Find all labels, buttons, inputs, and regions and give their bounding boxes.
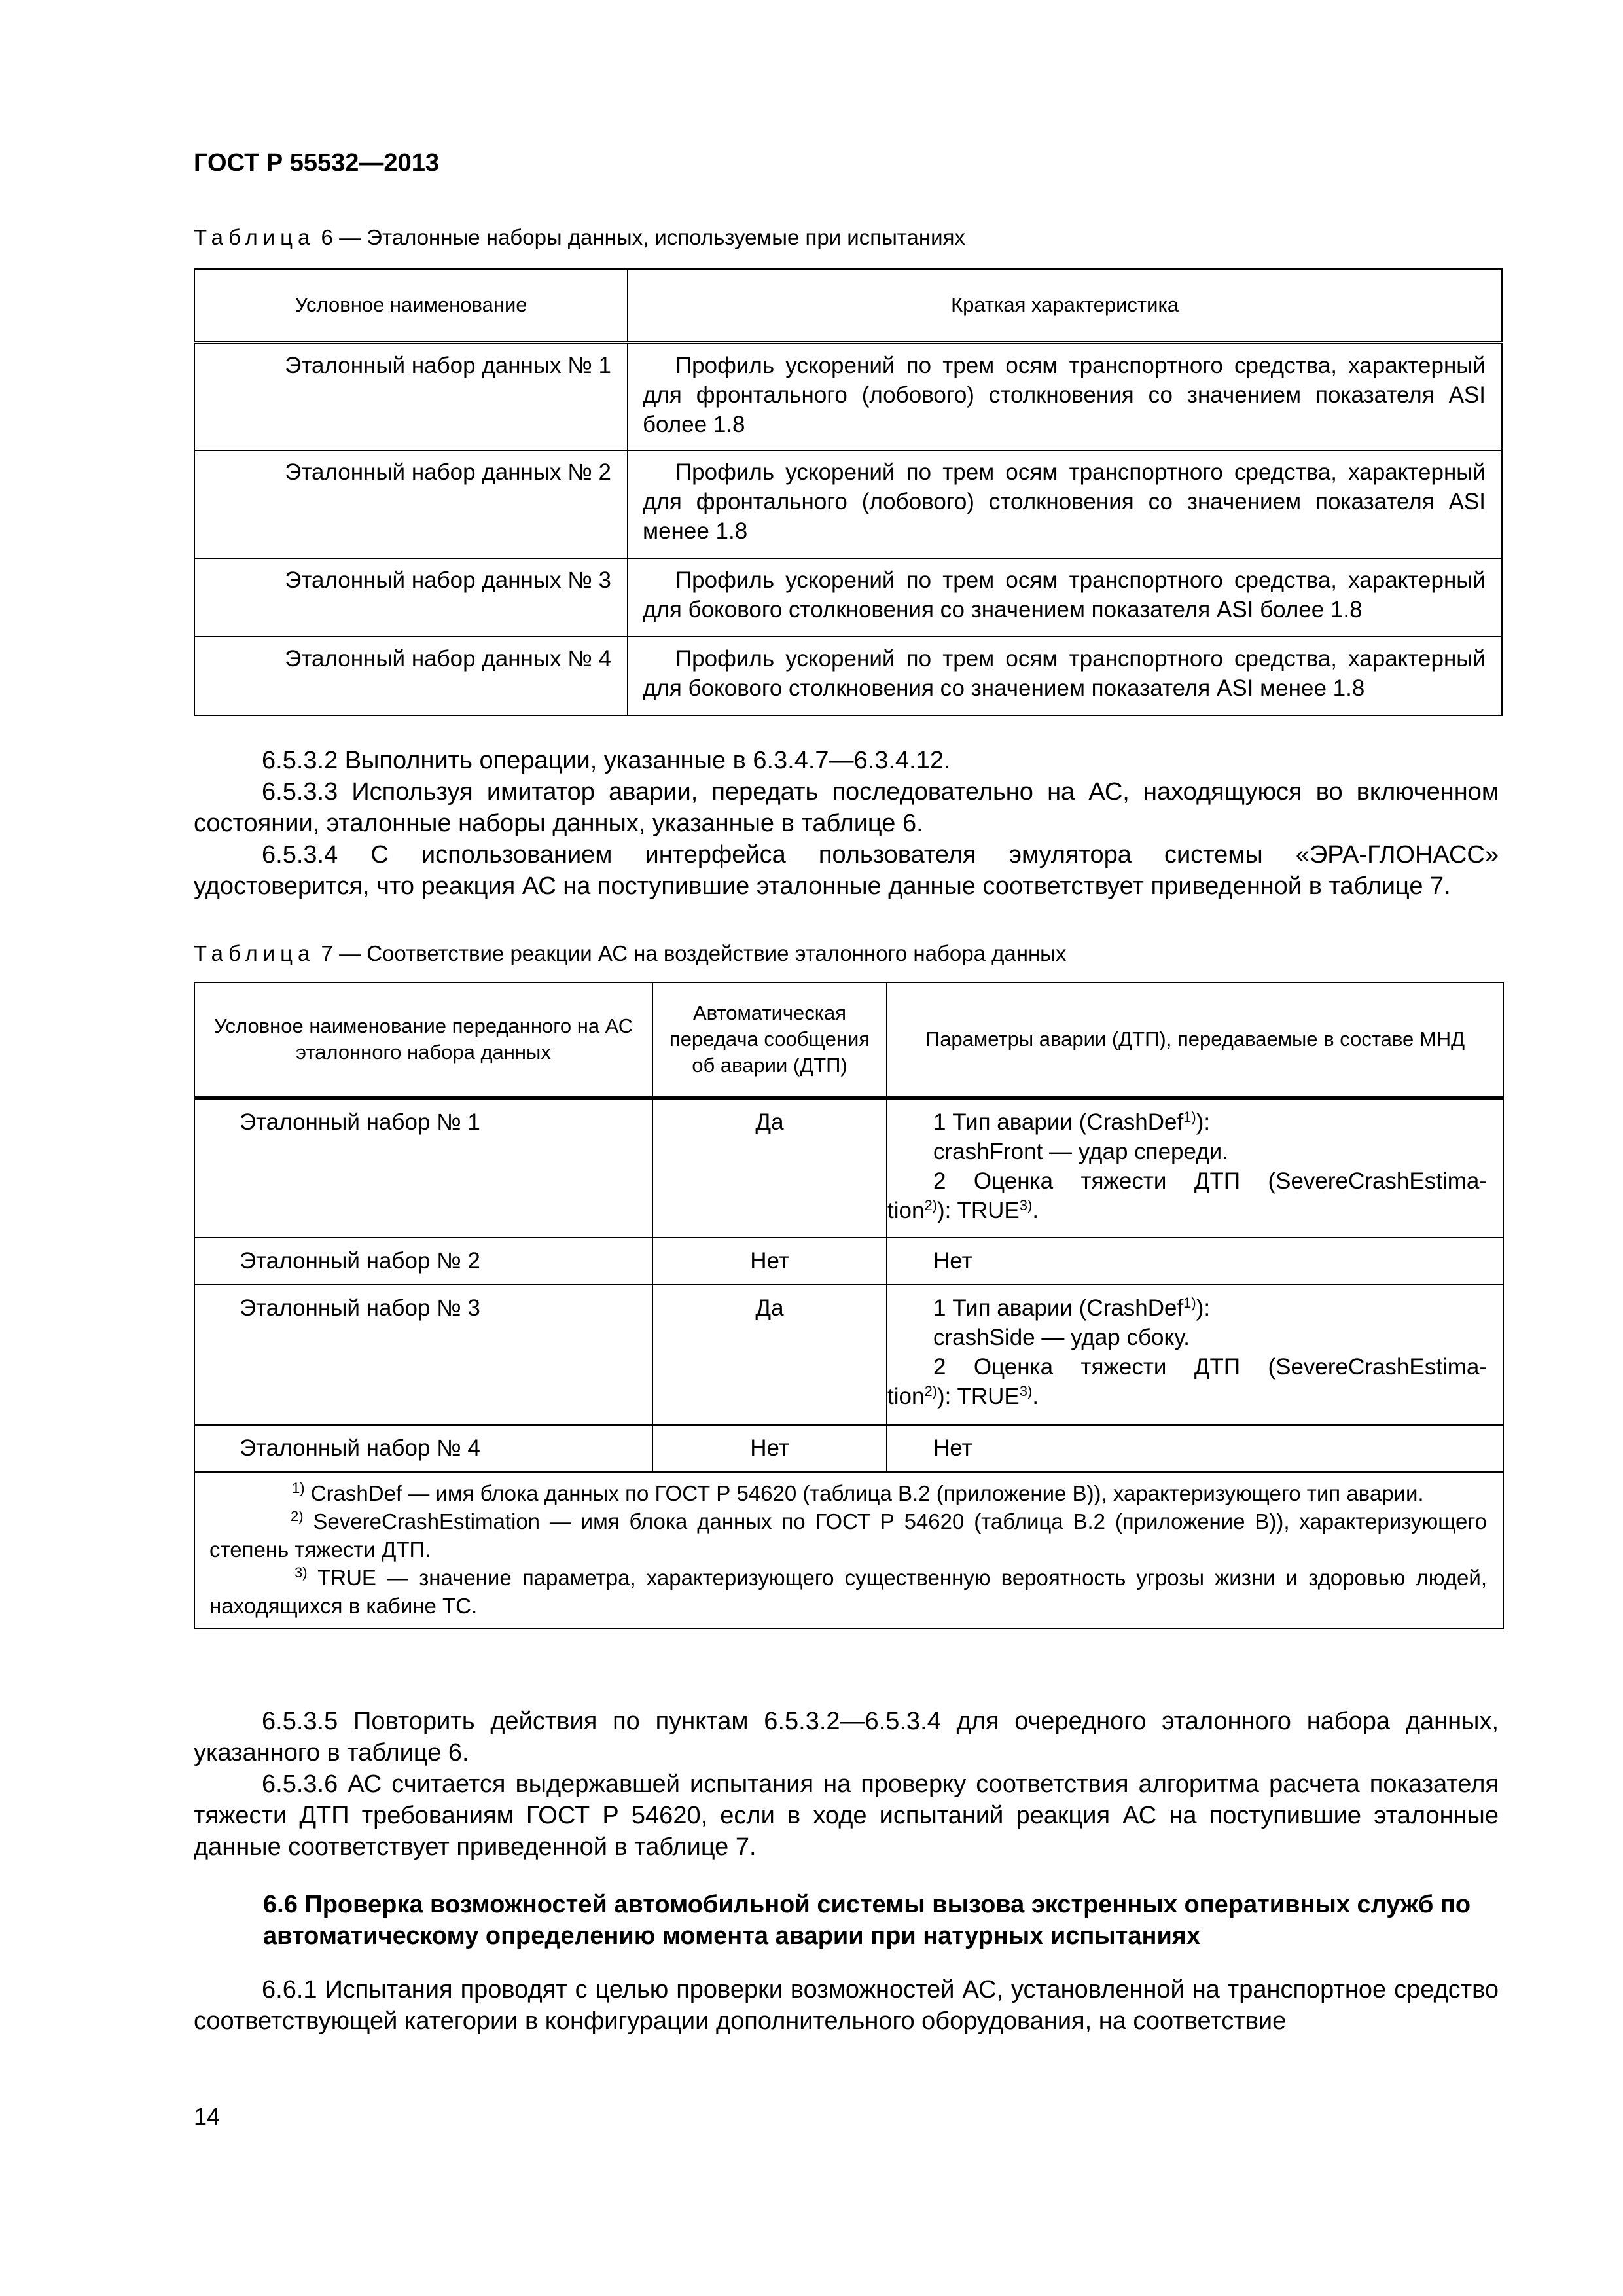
table7 bbox=[194, 982, 1504, 1629]
table6-caption-label: Таблица bbox=[194, 225, 315, 249]
table7-row-params: 1 Тип аварии (CrashDef$^{1)}$): crashSide — удар сбоку. 2 Оценка тяжести ДТП (SevereCrashEstima- tion$^{2)}$): TRUE$^{3)}$. bbox=[887, 1285, 1503, 1425]
table7-row-name: Эталонный набор № 1 bbox=[194, 1098, 652, 1238]
table7-row-auto: Да bbox=[652, 1098, 887, 1238]
table6-row-name: Эталонный набор данных № 2 bbox=[194, 450, 628, 558]
table6-row-name: Эталонный набор данных № 4 bbox=[194, 637, 628, 715]
table6-row-desc: Профиль ускорений по трем осям транспортного средства, характерный для фронтального (лобового) столкновения со значением показателя ASI более 1.8 bbox=[628, 342, 1502, 450]
table7-caption-text: 7 — Соответствие реакции АС на воздействие эталонного набора данных bbox=[315, 941, 1067, 965]
table6 bbox=[194, 268, 1503, 716]
table6-header-desc: Краткая характеристика bbox=[628, 269, 1502, 342]
table7-row-name: Эталонный набор № 2 bbox=[194, 1238, 652, 1285]
table7-row bbox=[194, 1098, 1503, 1238]
table7-row-auto: Нет bbox=[652, 1425, 887, 1472]
table7-header-auto: Автоматическая передача сообщения об аварии (ДТП) bbox=[652, 982, 887, 1098]
table6-row-desc: Профиль ускорений по трем осям транспортного средства, характерный для бокового столкновения со значением показателя ASI менее 1.8 bbox=[628, 637, 1502, 715]
table7-row-params: Нет bbox=[887, 1238, 1503, 1285]
table6-header-name: Условное наименование bbox=[194, 269, 628, 342]
paragraph-6-5-3-3: 6.5.3.3 Используя имитатор аварии, передать последовательно на АС, находящуюся во включенном состоянии, эталонные наборы данных, указанные в таблице 6. bbox=[194, 778, 1499, 837]
table7-caption bbox=[194, 941, 1066, 966]
table7-row-auto: Да bbox=[652, 1285, 887, 1425]
paragraph-6-5-3-6: 6.5.3.6 АС считается выдержавшей испытания на проверку соответствия алгоритма расчета показателя тяжести ДТП требованиям ГОСТ Р 54620, если в ходе испытаний реакция АС на поступившие эталонные данные соответствует приведенной в таблице 7. bbox=[194, 1770, 1499, 1861]
table7-row-name: Эталонный набор № 4 bbox=[194, 1425, 652, 1472]
table6-row bbox=[194, 558, 1502, 637]
table6-row-desc: Профиль ускорений по трем осям транспортного средства, характерный для фронтального (лобового) столкновения со значением показателя ASI менее 1.8 bbox=[628, 450, 1502, 558]
table6-row bbox=[194, 450, 1502, 558]
table6-row-name: Эталонный набор данных № 1 bbox=[194, 342, 628, 450]
table7-row bbox=[194, 1285, 1503, 1425]
table7-footnotes bbox=[194, 1472, 1503, 1628]
table7-row-name: Эталонный набор № 3 bbox=[194, 1285, 652, 1425]
table6-caption bbox=[194, 225, 965, 250]
table7-row-auto: Нет bbox=[652, 1238, 887, 1285]
section-6-6-heading: 6.6 Проверка возможностей автомобильной системы вызова экстренных оперативных служб по автоматическому определению момента аварии при натурных испытаниях bbox=[263, 1891, 1471, 1950]
footnote-3: $^{3)}$ TRUE — значение параметра, характеризующего существенную вероятность угрозы жизни и здоровью людей, находящихся в кабине ТС. bbox=[209, 1564, 1487, 1618]
paragraph-6-5-3-2: 6.5.3.2 Выполнить операции, указанные в 6.3.4.7—6.3.4.12. bbox=[262, 747, 951, 774]
table7-row-params: Нет bbox=[887, 1425, 1503, 1472]
paragraph-6-5-3-5: 6.5.3.5 Повторить действия по пунктам 6.5.3.2—6.5.3.4 для очередного эталонного набора данных, указанного в таблице 6. bbox=[194, 1708, 1499, 1767]
table6-row bbox=[194, 342, 1502, 450]
table7-header-name: Условное наименование переданного на АС эталонного набора данных bbox=[194, 982, 652, 1098]
table7-caption-label: Таблица bbox=[194, 941, 315, 965]
paragraph-6-6-1: 6.6.1 Испытания проводят с целью проверки возможностей АС, установленной на транспортное средство соответствующей категории в конфигурации дополнительного оборудования, на соответствие bbox=[194, 1976, 1499, 2035]
paragraph-6-5-3-4: 6.5.3.4 С использованием интерфейса пользователя эмулятора системы «ЭРА-ГЛОНАСС» удостоверится, что реакция АС на поступившие эталонные данные соответствует приведенной в таблице 7. bbox=[194, 841, 1499, 900]
table6-row-desc: Профиль ускорений по трем осям транспортного средства, характерный для бокового столкновения со значением показателя ASI более 1.8 bbox=[628, 558, 1502, 637]
page-number: 14 bbox=[194, 2103, 221, 2130]
document-header: ГОСТ Р 55532—2013 bbox=[194, 149, 439, 177]
footnote-2: $^{2)}$ SevereCrashEstimation — имя блока данных по ГОСТ Р 54620 (таблица В.2 (приложение В)), характеризующего степень тяжести ДТП. bbox=[209, 1508, 1487, 1562]
table7-row-params: 1 Тип аварии (CrashDef$^{1)}$): crashFront — удар спереди. 2 Оценка тяжести ДТП (SevereCrashEstima- tion$^{2)}$): TRUE$^{3)}$. bbox=[887, 1098, 1503, 1238]
table7-row bbox=[194, 1238, 1503, 1285]
table7-row bbox=[194, 1425, 1503, 1472]
table6-caption-text: 6 — Эталонные наборы данных, используемые при испытаниях bbox=[315, 225, 965, 249]
table6-row-name: Эталонный набор данных № 3 bbox=[194, 558, 628, 637]
table7-header-params: Параметры аварии (ДТП), передаваемые в составе МНД bbox=[887, 982, 1503, 1098]
table6-row bbox=[194, 637, 1502, 715]
footnote-1: $^{1)}$ CrashDef — имя блока данных по ГОСТ Р 54620 (таблица В.2 (приложение В)), характеризующего тип аварии. bbox=[292, 1480, 1424, 1505]
